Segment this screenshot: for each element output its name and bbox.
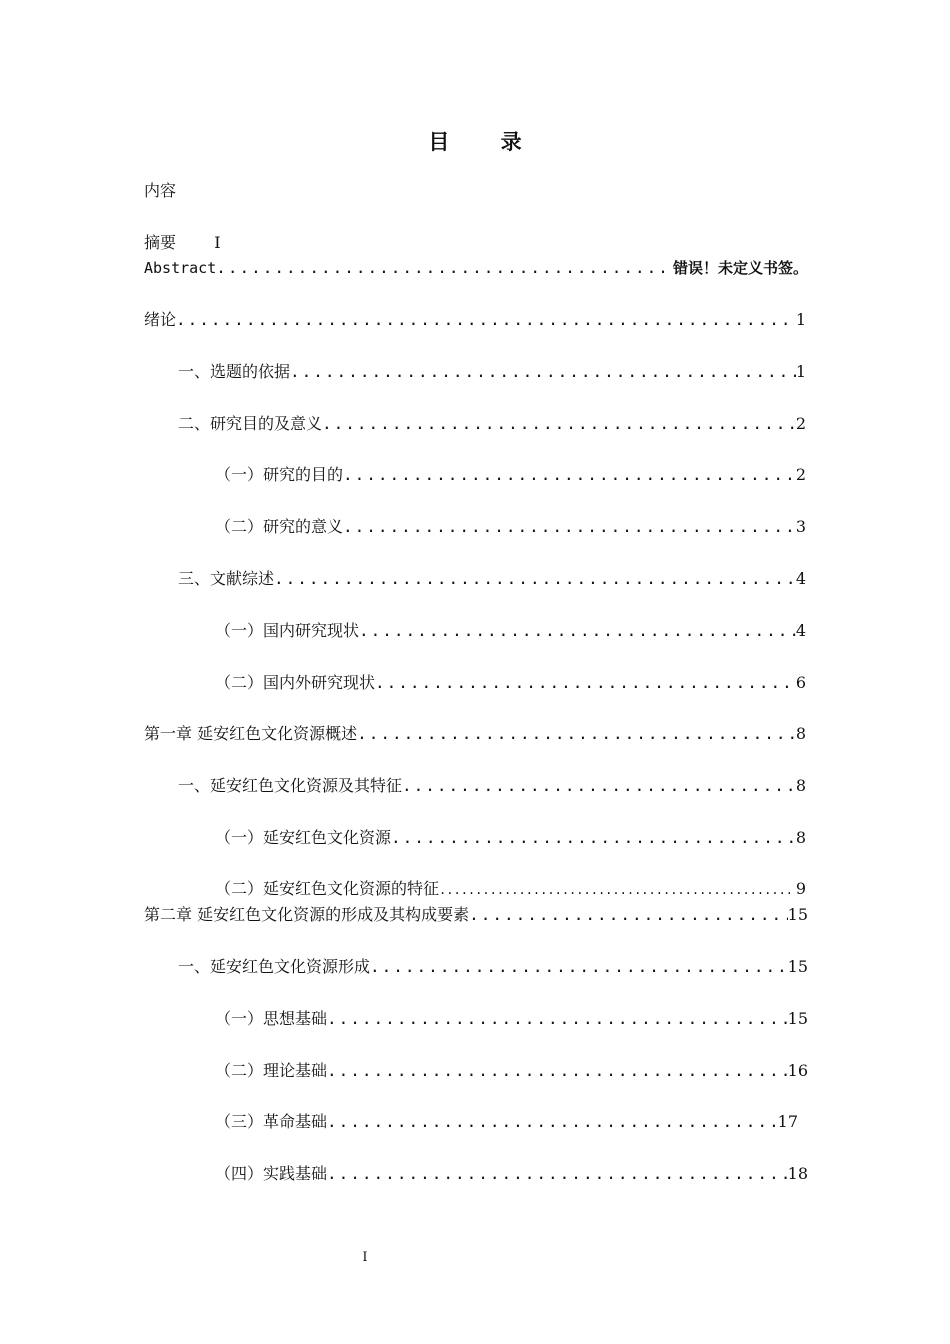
page-title: 目 录 bbox=[428, 130, 544, 154]
toc-leader-dots bbox=[375, 673, 796, 693]
toc-page: 2 bbox=[795, 414, 806, 433]
toc-label: （三）革命基础 bbox=[215, 1112, 328, 1131]
toc-leader-dots bbox=[327, 1164, 788, 1184]
toc-page: 8 bbox=[795, 724, 806, 743]
toc-entry[interactable] bbox=[215, 673, 806, 693]
toc-entry[interactable] bbox=[215, 1112, 798, 1132]
toc-label: （二）国内外研究现状 bbox=[215, 673, 376, 692]
toc-page: 8 bbox=[795, 776, 806, 795]
toc-leader-dots bbox=[216, 258, 673, 278]
toc-leader-dots bbox=[402, 776, 796, 796]
toc-entry[interactable] bbox=[144, 905, 808, 925]
toc-page: 16 bbox=[787, 1061, 808, 1080]
toc-label: 一、延安红色文化资源及其特征 bbox=[178, 776, 403, 795]
toc-entry-abstract-cn[interactable] bbox=[144, 233, 221, 253]
toc-label: 摘要 bbox=[144, 233, 177, 252]
toc-page: 18 bbox=[787, 1164, 808, 1183]
toc-page: 4 bbox=[795, 569, 806, 588]
toc-leader-dots bbox=[176, 310, 796, 330]
toc-label: （一）延安红色文化资源 bbox=[215, 828, 392, 847]
toc-label: 二、研究目的及意义 bbox=[178, 414, 323, 433]
toc-label: Abstract bbox=[144, 259, 217, 277]
toc-page: 3 bbox=[795, 517, 806, 536]
toc-page: 1 bbox=[795, 362, 806, 381]
toc-leader-dots bbox=[327, 1112, 778, 1132]
toc-entry[interactable] bbox=[178, 569, 806, 589]
toc-page: 15 bbox=[787, 957, 808, 976]
toc-page: 9 bbox=[795, 879, 806, 898]
toc-leader-dots bbox=[439, 880, 790, 900]
toc-page: 15 bbox=[787, 1009, 808, 1028]
toc-leader-dots bbox=[359, 621, 796, 641]
toc-leader-dots bbox=[370, 957, 788, 977]
toc-entry[interactable] bbox=[144, 724, 806, 744]
toc-page: I bbox=[214, 233, 221, 252]
toc-leader-dots bbox=[327, 1061, 788, 1081]
toc-label: 第一章 延安红色文化资源概述 bbox=[144, 724, 358, 743]
toc-entry[interactable] bbox=[215, 1164, 808, 1184]
toc-entry[interactable] bbox=[178, 776, 806, 796]
toc-label: （二）理论基础 bbox=[215, 1061, 328, 1080]
toc-entry[interactable] bbox=[144, 310, 806, 330]
toc-page: 1 bbox=[795, 310, 806, 329]
toc-page: 2 bbox=[795, 465, 806, 484]
toc-label: （四）实践基础 bbox=[215, 1164, 328, 1183]
toc-leader-dots bbox=[469, 905, 788, 925]
bookmark-error-text: 错误！未定义书签。 bbox=[672, 259, 808, 277]
toc-entry-abstract-en[interactable] bbox=[144, 258, 808, 278]
content-label: 内容 bbox=[144, 181, 177, 200]
toc-label: （二）研究的意义 bbox=[215, 517, 344, 536]
toc-page: 4 bbox=[795, 621, 806, 640]
toc-leader-dots bbox=[327, 1009, 788, 1029]
toc-leader-dots bbox=[343, 517, 796, 537]
toc-entry[interactable] bbox=[215, 517, 806, 537]
toc-label: 第二章 延安红色文化资源的形成及其构成要素 bbox=[144, 905, 470, 924]
toc-entry[interactable] bbox=[215, 621, 806, 641]
toc-entry[interactable] bbox=[215, 1061, 808, 1081]
toc-page: 8 bbox=[795, 828, 806, 847]
toc-leader-dots bbox=[290, 362, 796, 382]
toc-leader-dots bbox=[357, 724, 796, 744]
toc-label: 三、文献综述 bbox=[178, 569, 275, 588]
toc-leader-dots bbox=[274, 569, 796, 589]
toc-entry[interactable] bbox=[178, 362, 806, 382]
toc-leader-dots bbox=[322, 414, 796, 434]
toc-label: （二）延安红色文化资源的特征 bbox=[215, 879, 440, 898]
toc-entry[interactable] bbox=[215, 1009, 808, 1029]
page-number-footer: I bbox=[362, 1250, 368, 1265]
toc-label: 一、延安红色文化资源形成 bbox=[178, 957, 371, 976]
toc-label: 一、选题的依据 bbox=[178, 362, 291, 381]
toc-label: （一）思想基础 bbox=[215, 1009, 328, 1028]
toc-label: 绪论 bbox=[144, 310, 177, 329]
toc-leader-dots bbox=[343, 465, 796, 485]
toc-entry[interactable] bbox=[215, 828, 806, 848]
toc-entry[interactable] bbox=[215, 465, 806, 485]
toc-entry[interactable] bbox=[178, 957, 808, 977]
toc-label: （一）国内研究现状 bbox=[215, 621, 360, 640]
toc-entry[interactable] bbox=[178, 414, 806, 434]
toc-label: （一）研究的目的 bbox=[215, 465, 344, 484]
toc-entry[interactable] bbox=[215, 879, 806, 900]
toc-page: 6 bbox=[795, 673, 806, 692]
toc-page: 15 bbox=[787, 905, 808, 924]
toc-leader-dots bbox=[391, 828, 796, 848]
toc-page: 17 bbox=[777, 1112, 798, 1131]
